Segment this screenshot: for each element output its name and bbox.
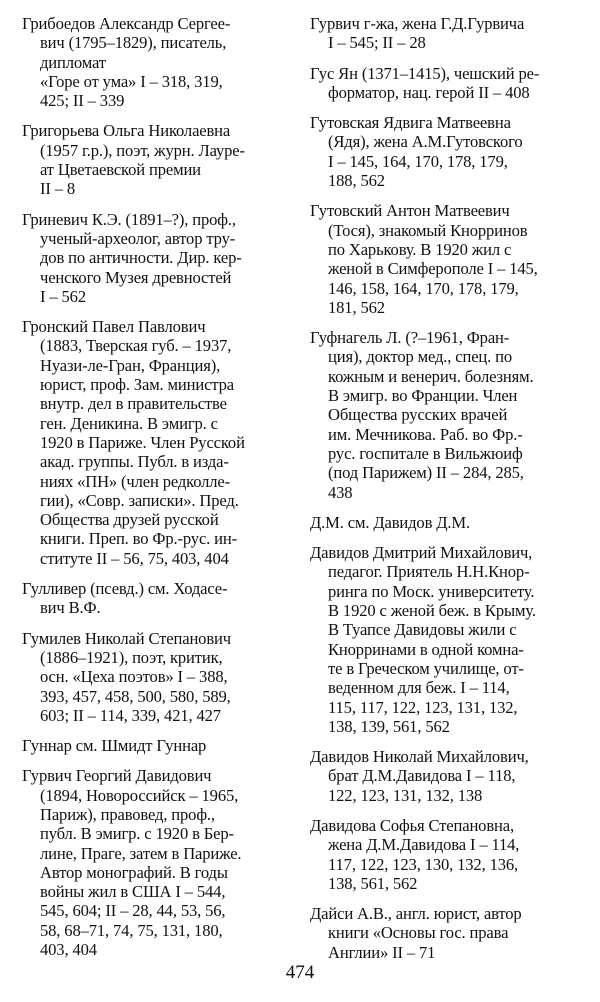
- index-entry: [310, 328, 586, 502]
- entry-line: юрист, проф. Зам. министра: [40, 375, 234, 395]
- index-entry: [310, 816, 586, 893]
- index-entry: [22, 629, 294, 725]
- entry-line: войны жил в США I – 544,: [40, 882, 226, 902]
- entry-line: 403, 404: [40, 940, 97, 960]
- entry-line: им. Мечникова. Раб. во Фр.-: [328, 424, 523, 444]
- index-entry: [22, 579, 294, 618]
- entry-line: II – 8: [40, 179, 76, 199]
- entry-line: Дайси А.В., англ. юрист, автор: [310, 904, 522, 924]
- index-column-left: [22, 14, 294, 970]
- entry-line: дов по античности. Дир. кер-: [40, 248, 242, 268]
- entry-line: 545, 604; II – 28, 44, 53, 56,: [40, 901, 226, 921]
- entry-line: (1957 г.р.), поэт, журн. Лауре-: [40, 140, 245, 160]
- entry-line: I – 145, 164, 170, 178, 179,: [328, 151, 508, 171]
- entry-line: ринга по Моск. университету.: [328, 581, 535, 601]
- index-entry: [310, 113, 586, 190]
- index-entry: [22, 317, 294, 568]
- entry-line: В Туапсе Давидовы жили с: [328, 620, 517, 640]
- index-entry: [22, 121, 294, 198]
- entry-line: 603; II – 114, 339, 421, 427: [40, 705, 221, 725]
- entry-line: дипломат: [40, 52, 106, 72]
- entry-line: вич В.Ф.: [40, 598, 101, 618]
- entry-line: Гурвич г-жа, жена Г.Д.Гурвича: [310, 14, 525, 33]
- entry-line: Гриневич К.Э. (1891–?), проф.,: [22, 209, 236, 229]
- index-entry: [310, 904, 586, 962]
- entry-line: (1894, Новороссийск – 1965,: [40, 785, 239, 805]
- entry-line: вич (1795–1829), писатель,: [40, 33, 227, 53]
- entry-line: форматор, нац. герой II – 408: [328, 82, 530, 102]
- entry-line: (Тося), знакомый Кнорринов: [328, 220, 528, 240]
- entry-line: Григорьева Ольга Николаевна: [22, 121, 231, 141]
- entry-line: ция), доктор мед., спец. по: [328, 347, 513, 367]
- entry-line: книги. Преп. во Фр.-рус. ин-: [40, 529, 237, 549]
- entry-line: (1883, Тверская губ. – 1937,: [40, 336, 232, 356]
- entry-line: ституте II – 56, 75, 403, 404: [40, 548, 229, 568]
- entry-line: брат Д.М.Давидова I – 118,: [328, 766, 516, 786]
- entry-line: лине, Праге, затем в Париже.: [40, 843, 242, 863]
- entry-line: ат Цветаевской премии: [40, 160, 201, 180]
- entry-line: 425; II – 339: [40, 91, 125, 111]
- entry-line: осн. «Цеха поэтов» I – 388,: [40, 667, 228, 687]
- entry-line: 393, 457, 458, 500, 580, 589,: [40, 686, 231, 706]
- entry-line: Англии» II – 71: [328, 942, 436, 962]
- entry-line: Гурвич Георгий Давидович: [22, 766, 212, 786]
- entry-line: женой в Симферополе I – 145,: [328, 259, 538, 279]
- entry-line: «Горе от ума» I – 318, 319,: [40, 71, 223, 91]
- index-entry: [310, 747, 586, 805]
- index-entry: [310, 543, 586, 736]
- entry-line: Гус Ян (1371–1415), чешский ре-: [310, 63, 540, 83]
- entry-line: педагог. Приятель Н.Н.Кнор-: [328, 562, 530, 582]
- entry-line: те в Греческом училище, от-: [328, 658, 524, 678]
- entry-line: Кнорринами в одной комна-: [328, 639, 524, 659]
- entry-line: гии), «Совр. записки». Пред.: [40, 490, 239, 510]
- entry-line: 138, 561, 562: [328, 873, 418, 893]
- page-number: 474: [285, 962, 315, 983]
- entry-line: В эмигр. во Франции. Член: [328, 386, 518, 406]
- entry-line: Гулливер (псевд.) см. Ходасе-: [22, 579, 228, 599]
- entry-line: 58, 68–71, 74, 75, 131, 180,: [40, 920, 223, 940]
- entry-line: 117, 122, 123, 130, 132, 136,: [328, 854, 519, 874]
- entry-line: 438: [328, 482, 353, 502]
- entry-line: Общества русских врачей: [328, 405, 508, 425]
- entry-line: I – 562: [40, 286, 86, 306]
- entry-line: веденном для беж. I – 114,: [328, 678, 510, 698]
- entry-line: 122, 123, 131, 132, 138: [328, 785, 483, 805]
- entry-line: Давидов Николай Михайлович,: [310, 747, 529, 767]
- entry-line: внутр. дел в правительстве: [40, 394, 227, 414]
- entry-line: Нуази-ле-Гран, Франция),: [40, 355, 221, 375]
- entry-line: рус. госпитале в Вильжюиф: [328, 443, 523, 463]
- index-entry: [22, 736, 294, 755]
- entry-line: Гутовская Ядвига Матвеевна: [310, 113, 511, 133]
- entry-line: 146, 158, 164, 170, 178, 179,: [328, 278, 519, 298]
- index-entry: [22, 14, 294, 110]
- entry-line: (1886–1921), поэт, критик,: [40, 647, 223, 667]
- entry-line: публ. В эмигр. с 1920 в Бер-: [40, 824, 234, 844]
- entry-line: акад. группы. Публ. в изда-: [40, 452, 229, 472]
- index-entry: [310, 64, 586, 103]
- entry-line: Автор монографий. В годы: [40, 862, 228, 882]
- entry-line: по Харькову. В 1920 жил с: [328, 239, 512, 259]
- entry-line: Гутовский Антон Матвеевич: [310, 201, 510, 221]
- entry-line: жена Д.М.Давидова I – 114,: [328, 835, 520, 855]
- entry-line: кожным и венерич. болезням.: [328, 366, 534, 386]
- index-entry: [310, 201, 586, 317]
- index-entry: [22, 766, 294, 959]
- entry-line: 181, 562: [328, 297, 385, 317]
- entry-line: Д.М. см. Давидов Д.М.: [310, 512, 471, 532]
- entry-line: Гуфнагель Л. (?–1961, Фран-: [310, 328, 510, 348]
- entry-line: 115, 117, 122, 123, 131, 132,: [328, 697, 518, 717]
- entry-line: (Ядя), жена А.М.Гутовского: [328, 132, 523, 152]
- index-entry: [22, 210, 294, 306]
- entry-line: Давидова Софья Степановна,: [310, 815, 514, 835]
- entry-line: ниях «ПН» (член редколле-: [40, 471, 230, 491]
- entry-line: I – 545; II – 28: [328, 33, 426, 53]
- entry-line: ген. Деникина. В эмигр. с: [40, 413, 218, 433]
- entry-line: В 1920 с женой беж. в Крыму.: [328, 601, 536, 621]
- entry-line: 188, 562: [328, 171, 385, 191]
- entry-line: книги «Основы гос. права: [328, 923, 509, 943]
- entry-line: Париж), правовед, проф.,: [40, 804, 215, 824]
- entry-line: 1920 в Париже. Член Русской: [40, 432, 245, 452]
- index-entry: [310, 513, 586, 532]
- entry-line: (под Парижем) II – 284, 285,: [328, 463, 524, 483]
- index-entry: [310, 14, 586, 53]
- entry-line: ученый-археолог, автор тру-: [40, 228, 236, 248]
- entry-line: ченского Музея древностей: [40, 267, 232, 287]
- entry-line: Общества друзей русской: [40, 510, 219, 530]
- entry-line: 138, 139, 561, 562: [328, 716, 450, 736]
- entry-line: Давидов Дмитрий Михайлович,: [310, 543, 533, 563]
- entry-line: Гумилев Николай Степанович: [22, 628, 231, 648]
- entry-line: Гуннар см. Шмидт Гуннар: [22, 736, 207, 756]
- index-column-right: [310, 14, 586, 973]
- entry-line: Грибоедов Александр Сергее-: [22, 14, 231, 33]
- entry-line: Гронский Павел Павлович: [22, 317, 206, 337]
